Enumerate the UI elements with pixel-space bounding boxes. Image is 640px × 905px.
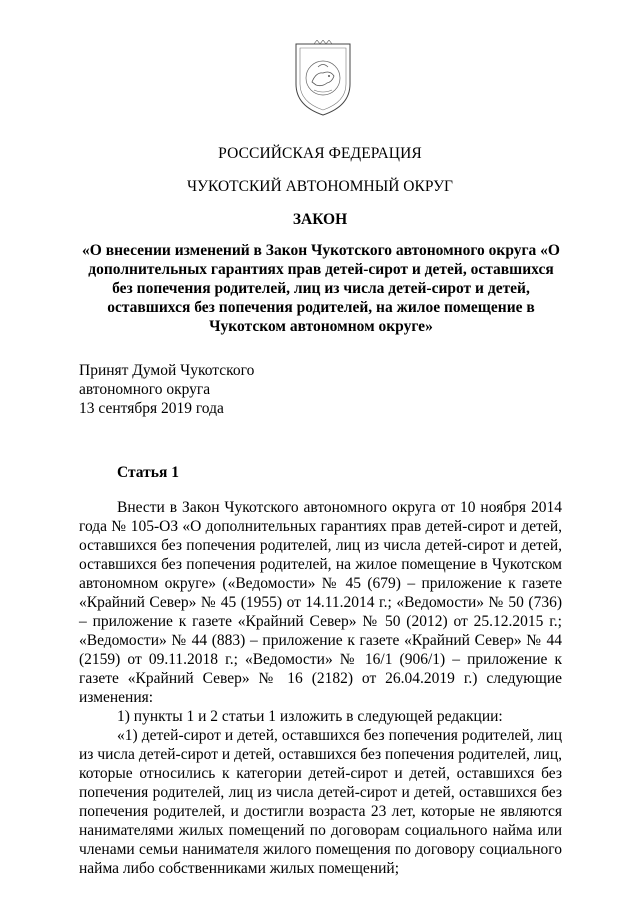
region-heading: ЧУКОТСКИЙ АВТОНОМНЫЙ ОКРУГ <box>186 178 454 195</box>
country-heading: РОССИЙСКАЯ ФЕДЕРАЦИЯ <box>218 145 422 162</box>
document-type-heading: ЗАКОН <box>292 211 348 228</box>
adoption-date: 13 сентября 2019 года <box>79 400 224 417</box>
adoption-note <box>79 361 254 418</box>
article-body <box>79 498 562 878</box>
article-paragraph: «1) детей-сирот и детей, оставшихся без попечения родителей, лиц из числа детей-сирот и детей, оставшихся без попечения родителей, лиц, которые относились к категории детей-сирот и детей, оставшихся без попечения родителей, лиц из числа детей-сирот и детей, оставшихся без попечения родителей, и достигли возраста 23 лет, которые не являются нанимателями жилых помещений по договорам социального найма или членами семьи нанимателя жилого помещения по договору социального найма либо собственниками жилых помещений; <box>79 727 562 877</box>
law-title: «О внесении изменений в Закон Чукотского автономного округа «О дополнительных гарантиях прав детей-сирот и детей, оставшихся без попечения родителей, лиц из числа детей-сирот и детей, оставшихся без попечения родителей, на жилое помещение в Чукотском автономном округе» <box>82 242 560 335</box>
adoption-line-1: Принят Думой Чукотского <box>79 362 255 379</box>
article-heading: Статья 1 <box>117 464 179 481</box>
adoption-line-2: автономного округа <box>79 381 211 398</box>
article-paragraph: 1) пункты 1 и 2 статьи 1 изложить в следующей редакции: <box>117 708 503 725</box>
article-paragraph: Внести в Закон Чукотского автономного округа от 10 ноября 2014 года № 105-ОЗ «О дополнительных гарантиях прав детей-сирот и детей, оставшихся без попечения родителей, лиц из числа детей-сирот и детей, оставшихся без попечения родителей, на жилое помещение в Чукотском автономном округе» («Ведомости» № 45 (679) – приложение к газете «Крайний Север» № 45 (1955) от 14.11.2014 г.; «Ведомости» № 50 (736) – приложение к газете «Крайний Север» № 50 (2012) от 25.12.2015 г.; «Ведомости» № 44 (883) – приложение к газете «Крайний Север» № 44 (2159) от 09.11.2018 г.; «Ведомости» № 16/1 (906/1) – приложение к газете «Крайний Север» № 16 (2182) от 26.04.2019 г.) следующие изменения: <box>79 499 562 706</box>
coat-of-arms-icon <box>292 40 354 118</box>
